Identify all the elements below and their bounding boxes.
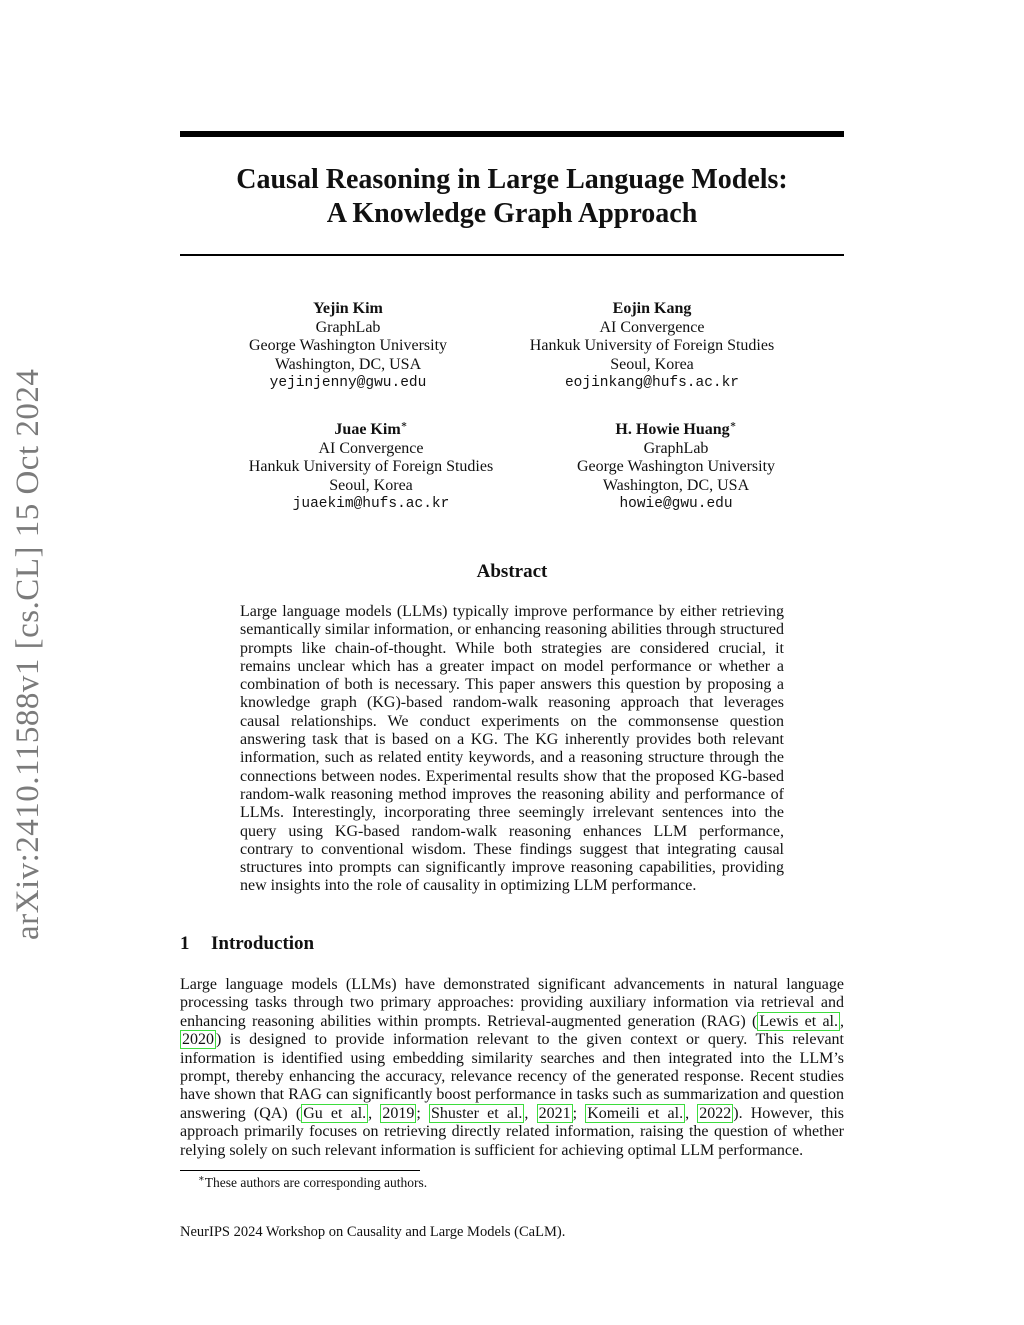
section-heading [180,933,314,955]
citation-link[interactable]: 2020 [182,1031,214,1049]
citation-link[interactable]: 2021 [538,1104,571,1122]
author-affiliation: AI Convergence [318,439,424,457]
footnote-rule [180,1170,420,1171]
citation-link[interactable]: Komeili et al. [587,1104,684,1122]
author-block [221,421,521,514]
abstract-heading: Abstract [476,561,548,582]
title-rule-top [180,131,844,137]
author-email[interactable]: eojinkang@hufs.ac.kr [564,375,740,391]
author-institution: George Washington University [576,458,776,475]
citation-link[interactable]: 2022 [699,1104,732,1122]
citation-link[interactable]: 2019 [382,1104,415,1122]
citation-link[interactable]: Lewis et al. [759,1012,838,1030]
author-affiliation: AI Convergence [599,318,705,336]
intro-paragraph: Large language models (LLMs) have demonstrated significant advancements in natural language processing tasks through two primary approaches: providing auxiliary information via retrieval and enhancing reasoning abilities within prompts. Retrieval-augmented generation (RAG) ( Lewis et al. , 2020 ) is designed to provide information relevant to the given context or query. This relevant information is identified using embedding similarity searches and then integrated into the LLM’s prompt, thereby enhancing the accuracy, relevance recency of the generated response. Recent studies have shown that RAG can significantly boost performance in tasks such as summarization and question answering (QA) ( Gu et al. , 2019 ; Shuster et al. , 2021 ; Komeili et al. , 2022 ). However, this approach primarily focuses on retrieving directly related information, raising the question of whether relying solely on such relevant information is sufficient for achieving optimal LLM performance. [180,976,845,1159]
author-name: Yejin Kim [313,300,383,317]
author-affiliation: GraphLab [643,439,709,457]
section-number: 1 [180,933,190,954]
author-email[interactable]: juaekim@hufs.ac.kr [292,496,450,512]
author-location: Seoul, Korea [329,476,413,494]
author-email[interactable]: yejinjenny@gwu.edu [269,375,427,391]
author-institution: Hankuk University of Foreign Studies [248,458,494,475]
author-block [502,300,802,393]
paper-title [180,163,844,231]
author-name: Eojin Kang [612,300,692,317]
title-rule-bottom [180,254,844,256]
arxiv-stamp: arXiv:2410.11588v1 [cs.CL] 15 Oct 2024 [10,368,46,940]
citation-link[interactable]: Shuster et al. [430,1104,523,1122]
author-block [198,300,498,393]
venue-note: NeurIPS 2024 Workshop on Causality and Large Models (CaLM). [180,1224,566,1240]
citation-link[interactable]: Gu et al. [303,1104,367,1122]
author-affiliation: GraphLab [315,318,381,336]
title-line-2: A Knowledge Graph Approach [326,198,698,229]
footnote: ∗These authors are corresponding authors. [198,1173,428,1190]
author-location: Washington, DC, USA [274,355,422,373]
author-institution: Hankuk University of Foreign Studies [529,337,775,354]
author-institution: George Washington University [248,337,448,354]
author-location: Seoul, Korea [610,355,694,373]
author-email[interactable]: howie@gwu.edu [619,496,733,512]
section-title: Introduction [211,933,315,954]
author-block [526,421,826,514]
author-name: Juae Kim∗ [334,419,408,438]
abstract-text: Large language models (LLMs) typically improve performance by either retrieving semantically similar information, or enhancing reasoning abilities through structured prompts like chain-of-thought. While both strategies are considered crucial, it remains unclear which has a greater impact on model performance or whether a combination of both is necessary. This paper answers this question by proposing a knowledge graph (KG)-based random-walk reasoning approach that leverages causal relationships. We conduct experiments on the commonsense question answering task that is based on a KG. The KG inherently provides both relevant information, such as related entity keywords, and a reasoning structure through the connections between nodes. Experimental results show that the proposed KG-based random-walk reasoning method improves the reasoning ability and performance of LLMs. Interestingly, incorporating three seemingly irrelevant sentences into the query using KG-based random-walk reasoning enhances LLM performance, contrary to conventional wisdom. These findings suggest that integrating causal structures into prompts can significantly improve reasoning capabilities, providing new insights into the role of causality in optimizing LLM performance. [240,603,784,895]
author-location: Washington, DC, USA [602,476,750,494]
title-line-1: Causal Reasoning in Large Language Models: [236,164,788,195]
author-name: H. Howie Huang∗ [615,419,737,438]
